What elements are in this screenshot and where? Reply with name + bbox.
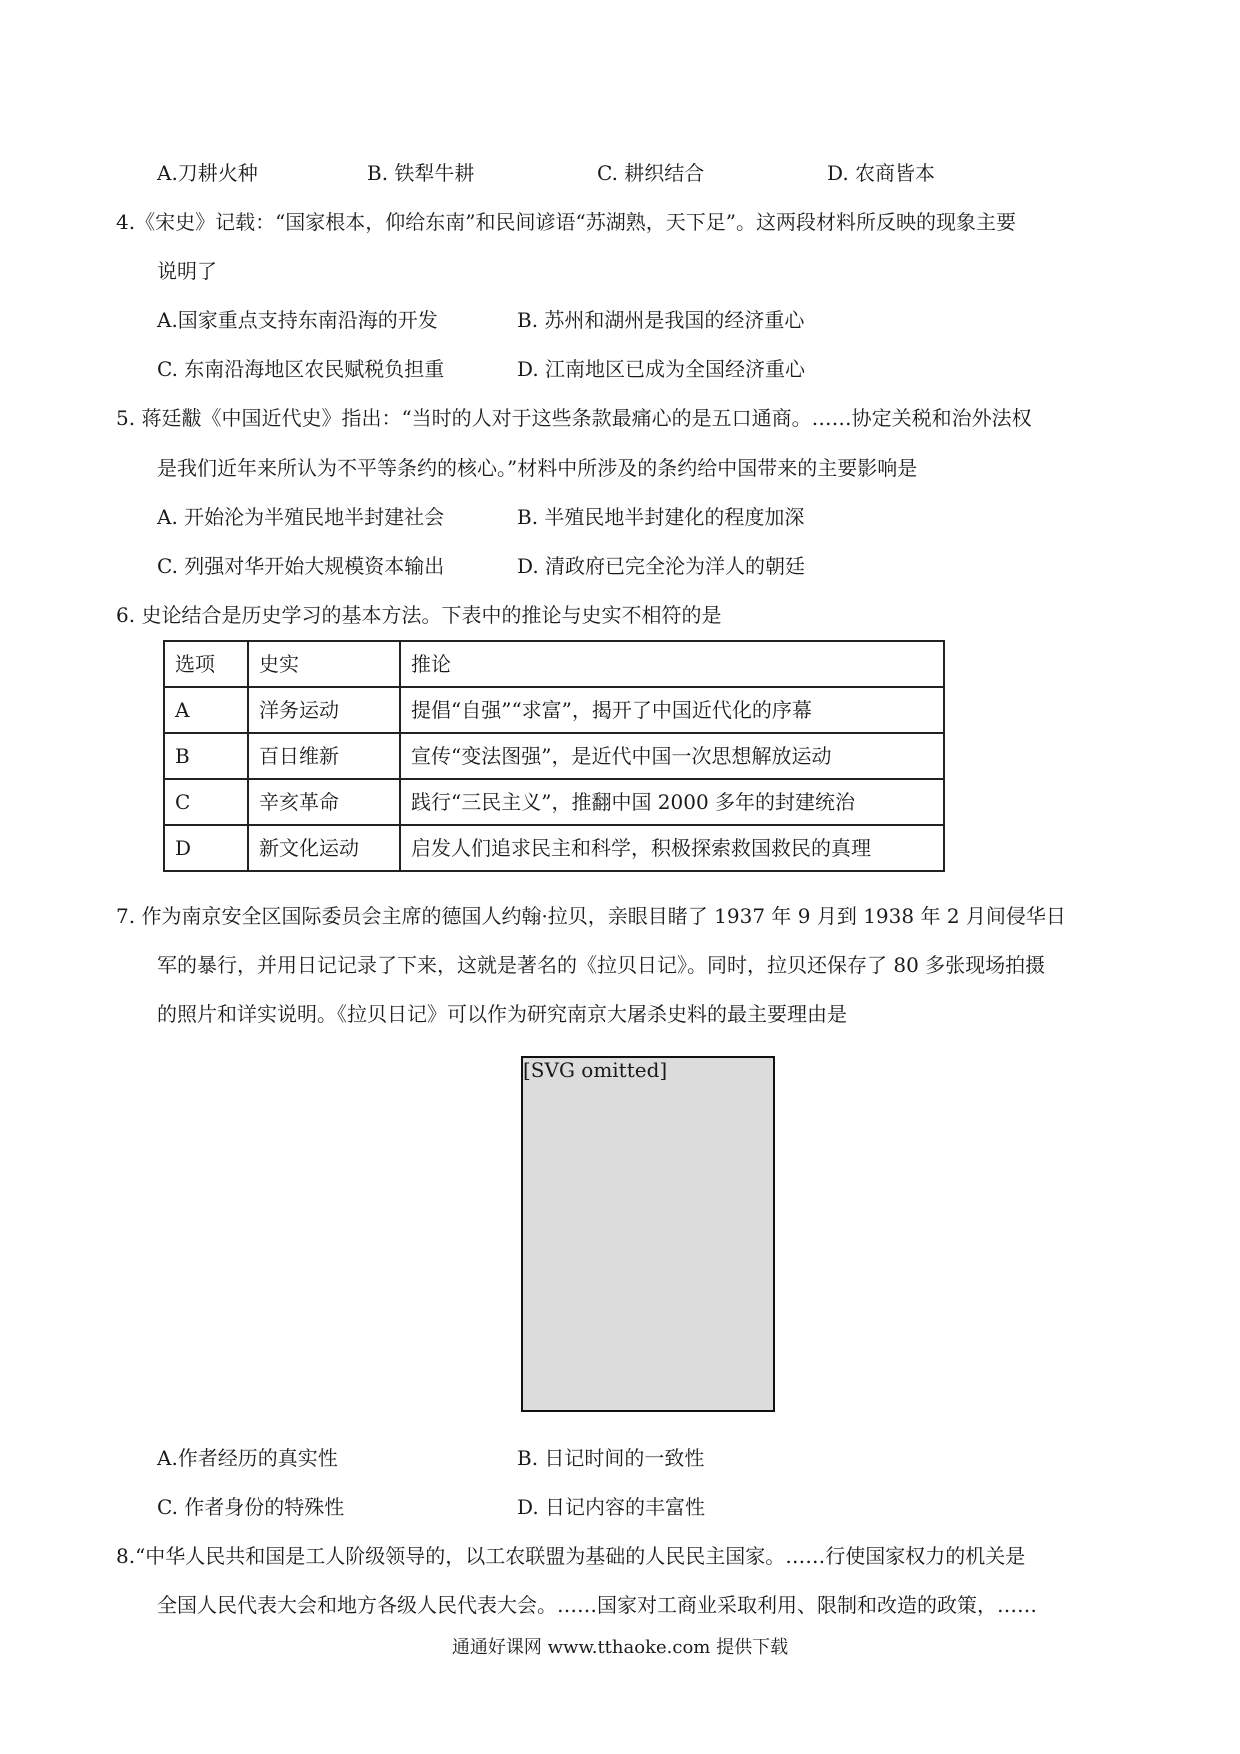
q4-option-d: D. 江南地区已成为全国经济重心 <box>517 357 806 381</box>
table-cell-inference: 启发人们追求民主和科学，积极探索救国救民的真理 <box>400 825 944 871</box>
table-cell-option: A <box>164 687 248 733</box>
table-row <box>164 779 944 825</box>
table-row <box>164 733 944 779</box>
table-cell-fact: 辛亥革命 <box>248 779 400 825</box>
table-cell-inference: 提倡“自强”“求富”，揭开了中国近代化的序幕 <box>400 687 944 733</box>
book-cover-image: [SVG omitted] <box>521 1056 775 1412</box>
table-row <box>164 825 944 871</box>
table-header-fact: 史实 <box>248 641 400 687</box>
q4-option-a: A.国家重点支持东南沿海的开发 <box>157 308 438 332</box>
q5-option-a: A. 开始沦为半殖民地半封建社会 <box>157 505 445 529</box>
q4-option-c: C. 东南沿海地区农民赋税负担重 <box>157 357 445 381</box>
q7-option-b: B. 日记时间的一致性 <box>517 1446 705 1470</box>
q3-option-b: B. 铁犁牛耕 <box>367 161 475 185</box>
table-cell-option: B <box>164 733 248 779</box>
q6-stem: 6. 史论结合是历史学习的基本方法。下表中的推论与史实不相符的是 <box>116 603 722 627</box>
q5-option-b: B. 半殖民地半封建化的程度加深 <box>517 505 805 529</box>
q3-option-d: D. 农商皆本 <box>827 161 936 185</box>
table-cell-option: D <box>164 825 248 871</box>
q7-option-a: A.作者经历的真实性 <box>157 1446 338 1470</box>
table-cell-inference: 践行“三民主义”，推翻中国 2000 多年的封建统治 <box>400 779 944 825</box>
q7-stem-line-1: 7. 作为南京安全区国际委员会主席的德国人约翰·拉贝，亲眼目睹了 1937 年 9 月到 1938 年 2 月间侵华日 <box>116 904 1066 928</box>
history-facts-table <box>163 640 945 872</box>
q5-stem-line-1: 5. 蒋廷黻《中国近代史》指出：“当时的人对于这些条款最痛心的是五口通商。……协定关税和治外法权 <box>116 406 1032 430</box>
table-cell-fact: 百日维新 <box>248 733 400 779</box>
q3-option-a: A.刀耕火种 <box>157 161 258 185</box>
page-footer: 通通好课网 www.tthaoke.com 提供下载 <box>451 1637 789 1658</box>
table-cell-fact: 新文化运动 <box>248 825 400 871</box>
table-row <box>164 687 944 733</box>
q7-option-c: C. 作者身份的特殊性 <box>157 1495 345 1519</box>
q4-option-b: B. 苏州和湖州是我国的经济重心 <box>517 308 805 332</box>
table-header-row <box>164 641 944 687</box>
q7-stem-line-2: 军的暴行，并用日记记录了下来，这就是著名的《拉贝日记》。同时，拉贝还保存了 80 多张现场拍摄 <box>157 953 1046 977</box>
q3-option-c: C. 耕织结合 <box>597 161 705 185</box>
q5-stem-line-2: 是我们近年来所认为不平等条约的核心。”材料中所涉及的条约给中国带来的主要影响是 <box>157 456 918 480</box>
q4-stem-line-1: 4.《宋史》记载：“国家根本，仰给东南”和民间谚语“苏湖熟，天下足”。这两段材料所反映的现象主要 <box>116 210 1016 234</box>
table-cell-fact: 洋务运动 <box>248 687 400 733</box>
table-cell-option: C <box>164 779 248 825</box>
table-header-inference: 推论 <box>400 641 944 687</box>
q7-stem-line-3: 的照片和详实说明。《拉贝日记》可以作为研究南京大屠杀史料的最主要理由是 <box>157 1002 847 1026</box>
q8-stem-line-1: 8.“中华人民共和国是工人阶级领导的，以工农联盟为基础的人民民主国家。……行使国家权力的机关是 <box>116 1544 1026 1568</box>
table-header-option: 选项 <box>164 641 248 687</box>
q5-option-c: C. 列强对华开始大规模资本输出 <box>157 554 445 578</box>
q4-stem-line-2: 说明了 <box>157 259 217 283</box>
table-cell-inference: 宣传“变法图强”，是近代中国一次思想解放运动 <box>400 733 944 779</box>
q7-option-d: D. 日记内容的丰富性 <box>517 1495 706 1519</box>
q5-option-d: D. 清政府已完全沦为洋人的朝廷 <box>517 554 806 578</box>
q8-stem-line-2: 全国人民代表大会和地方各级人民代表大会。……国家对工商业采取利用、限制和改造的政策，…… <box>157 1593 1037 1617</box>
